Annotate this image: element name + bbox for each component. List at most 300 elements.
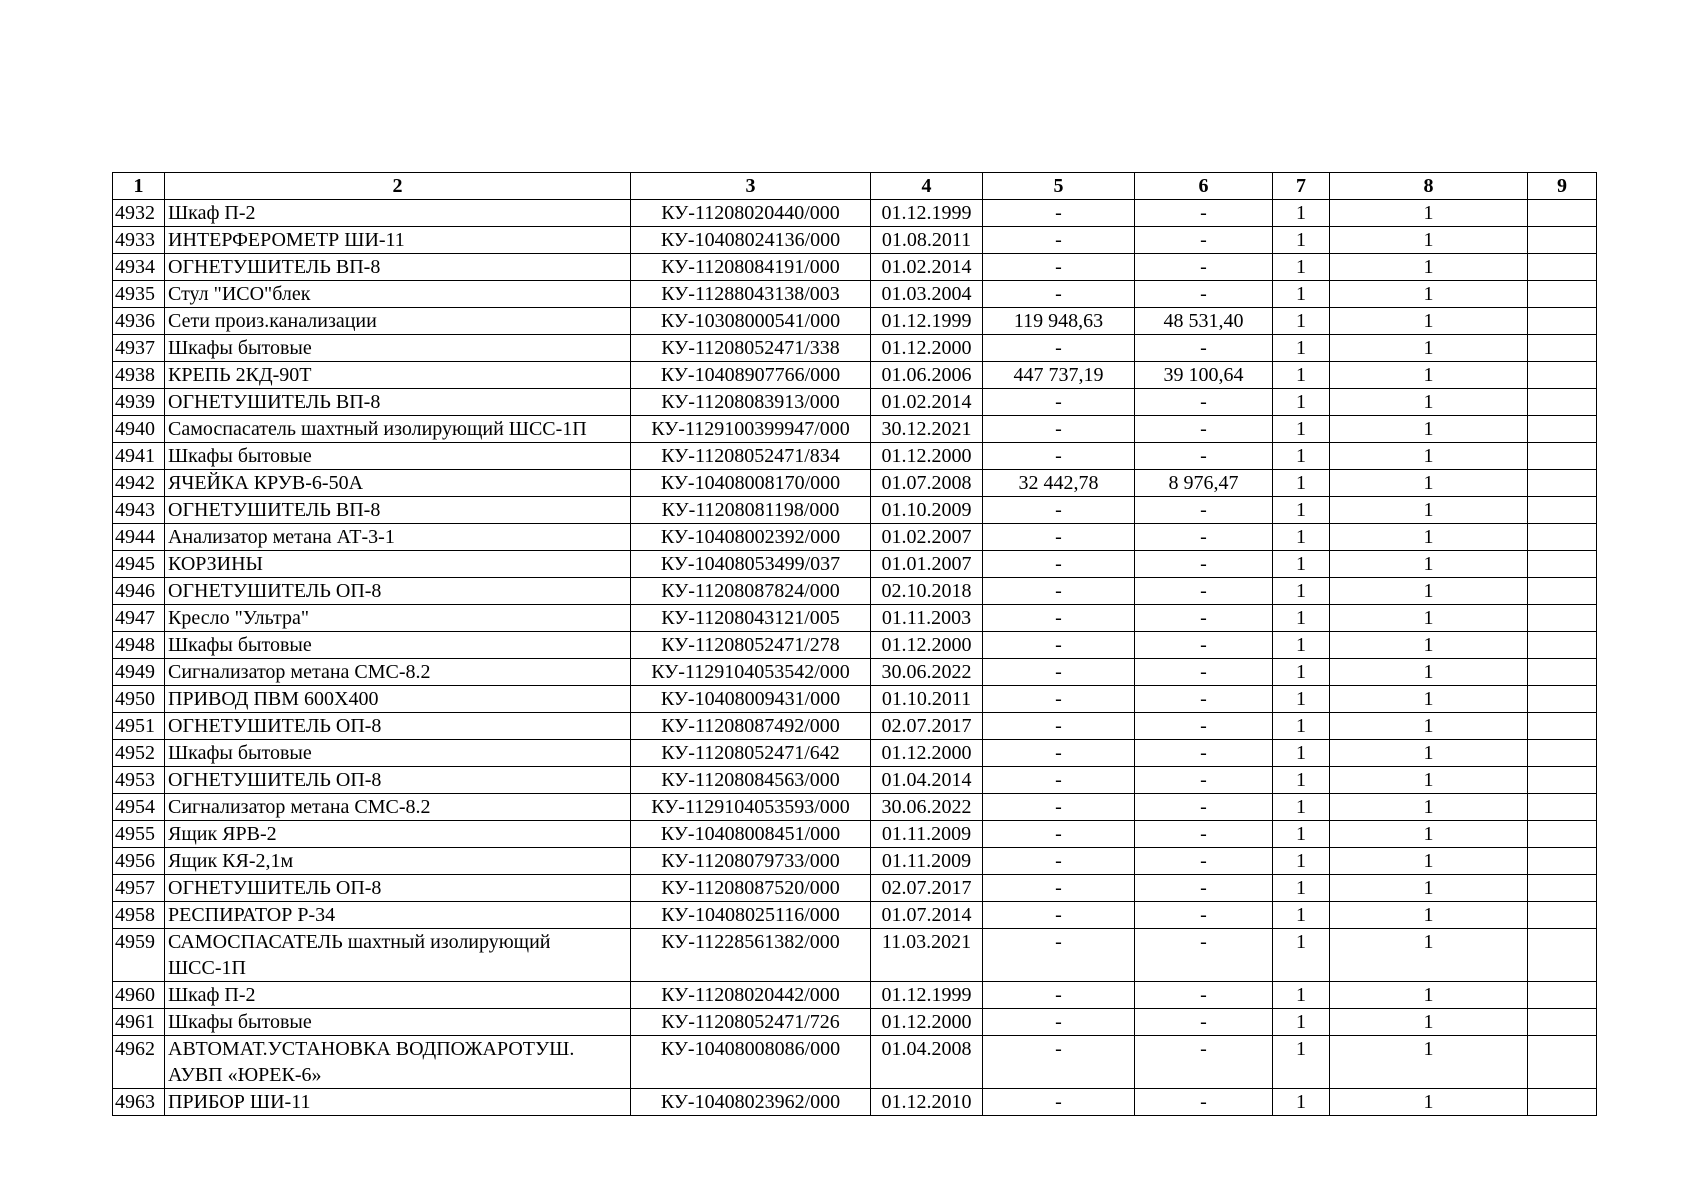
actual-quantity-cell: 1 — [1330, 416, 1528, 443]
inventory-code-cell: КУ-10408008170/000 — [631, 470, 871, 497]
note-cell — [1528, 524, 1597, 551]
header-row — [113, 173, 1597, 200]
item-name-cell: Шкафы бытовые — [165, 335, 631, 362]
inventory-code-cell: КУ-11208079733/000 — [631, 848, 871, 875]
actual-quantity-cell: 1 — [1330, 1089, 1528, 1116]
note-cell — [1528, 1036, 1597, 1089]
row-number-cell: 4939 — [113, 389, 165, 416]
value-cell: - — [983, 1089, 1135, 1116]
quantity-cell: 1 — [1273, 443, 1330, 470]
date-cell: 01.12.1999 — [871, 200, 983, 227]
actual-quantity-cell: 1 — [1330, 740, 1528, 767]
actual-quantity-cell: 1 — [1330, 254, 1528, 281]
inventory-code-cell: КУ-1129104053542/000 — [631, 659, 871, 686]
table-row — [113, 524, 1597, 551]
depreciation-cell: 39 100,64 — [1135, 362, 1273, 389]
column-header: 6 — [1135, 173, 1273, 200]
depreciation-cell: - — [1135, 929, 1273, 982]
date-cell: 01.12.2000 — [871, 1009, 983, 1036]
item-name-cell: ОГНЕТУШИТЕЛЬ ВП-8 — [165, 389, 631, 416]
depreciation-cell: - — [1135, 740, 1273, 767]
item-name-cell: САМОСПАСАТЕЛЬ шахтный изолирующий ШСС-1П — [165, 929, 631, 982]
note-cell — [1528, 227, 1597, 254]
note-cell — [1528, 578, 1597, 605]
date-cell: 01.12.2000 — [871, 632, 983, 659]
quantity-cell: 1 — [1273, 848, 1330, 875]
row-number-cell: 4956 — [113, 848, 165, 875]
note-cell — [1528, 281, 1597, 308]
quantity-cell: 1 — [1273, 929, 1330, 982]
value-cell: - — [983, 254, 1135, 281]
depreciation-cell: - — [1135, 605, 1273, 632]
depreciation-cell: - — [1135, 982, 1273, 1009]
inventory-table — [112, 172, 1597, 1116]
depreciation-cell: - — [1135, 1009, 1273, 1036]
note-cell — [1528, 389, 1597, 416]
note-cell — [1528, 308, 1597, 335]
item-name-cell: ИНТЕРФЕРОМЕТР ШИ-11 — [165, 227, 631, 254]
column-header: 7 — [1273, 173, 1330, 200]
item-name-cell: Ящик КЯ-2,1м — [165, 848, 631, 875]
value-cell: - — [983, 551, 1135, 578]
actual-quantity-cell: 1 — [1330, 227, 1528, 254]
table-row — [113, 821, 1597, 848]
column-header: 3 — [631, 173, 871, 200]
date-cell: 30.06.2022 — [871, 659, 983, 686]
item-name-cell: Сигнализатор метана СМС-8.2 — [165, 659, 631, 686]
row-number-cell: 4962 — [113, 1036, 165, 1089]
actual-quantity-cell: 1 — [1330, 821, 1528, 848]
table-row — [113, 227, 1597, 254]
table-header — [113, 173, 1597, 200]
item-name-cell: Шкаф П-2 — [165, 982, 631, 1009]
date-cell: 01.03.2004 — [871, 281, 983, 308]
table-row — [113, 929, 1597, 982]
quantity-cell: 1 — [1273, 497, 1330, 524]
actual-quantity-cell: 1 — [1330, 335, 1528, 362]
table-row — [113, 254, 1597, 281]
date-cell: 01.12.2000 — [871, 443, 983, 470]
depreciation-cell: - — [1135, 686, 1273, 713]
item-name-cell: Шкафы бытовые — [165, 1009, 631, 1036]
depreciation-cell: - — [1135, 875, 1273, 902]
note-cell — [1528, 848, 1597, 875]
date-cell: 01.11.2003 — [871, 605, 983, 632]
value-cell: - — [983, 416, 1135, 443]
column-header: 1 — [113, 173, 165, 200]
row-number-cell: 4945 — [113, 551, 165, 578]
value-cell: - — [983, 335, 1135, 362]
item-name-cell: КРЕПЬ 2КД-90Т — [165, 362, 631, 389]
table-row — [113, 632, 1597, 659]
quantity-cell: 1 — [1273, 308, 1330, 335]
date-cell: 01.04.2014 — [871, 767, 983, 794]
quantity-cell: 1 — [1273, 875, 1330, 902]
quantity-cell: 1 — [1273, 578, 1330, 605]
value-cell: - — [983, 848, 1135, 875]
quantity-cell: 1 — [1273, 470, 1330, 497]
actual-quantity-cell: 1 — [1330, 605, 1528, 632]
table-row — [113, 767, 1597, 794]
actual-quantity-cell: 1 — [1330, 632, 1528, 659]
table-row — [113, 1009, 1597, 1036]
table-row — [113, 659, 1597, 686]
depreciation-cell: 8 976,47 — [1135, 470, 1273, 497]
inventory-code-cell: КУ-10408008451/000 — [631, 821, 871, 848]
value-cell: - — [983, 794, 1135, 821]
depreciation-cell: - — [1135, 524, 1273, 551]
inventory-code-cell: КУ-11208052471/726 — [631, 1009, 871, 1036]
value-cell: - — [983, 821, 1135, 848]
value-cell: - — [983, 686, 1135, 713]
inventory-code-cell: КУ-11208087520/000 — [631, 875, 871, 902]
row-number-cell: 4940 — [113, 416, 165, 443]
actual-quantity-cell: 1 — [1330, 308, 1528, 335]
item-name-cell: Сигнализатор метана СМС-8.2 — [165, 794, 631, 821]
item-name-cell: ЯЧЕЙКА КРУВ-6-50А — [165, 470, 631, 497]
depreciation-cell: - — [1135, 497, 1273, 524]
item-name-cell: ПРИВОД ПВМ 600Х400 — [165, 686, 631, 713]
actual-quantity-cell: 1 — [1330, 578, 1528, 605]
depreciation-cell: - — [1135, 227, 1273, 254]
table-row — [113, 982, 1597, 1009]
note-cell — [1528, 335, 1597, 362]
actual-quantity-cell: 1 — [1330, 929, 1528, 982]
item-name-cell: Шкаф П-2 — [165, 200, 631, 227]
inventory-code-cell: КУ-10408023962/000 — [631, 1089, 871, 1116]
depreciation-cell: - — [1135, 659, 1273, 686]
inventory-code-cell: КУ-11208043121/005 — [631, 605, 871, 632]
note-cell — [1528, 362, 1597, 389]
quantity-cell: 1 — [1273, 1089, 1330, 1116]
table-row — [113, 875, 1597, 902]
row-number-cell: 4937 — [113, 335, 165, 362]
table-row — [113, 362, 1597, 389]
depreciation-cell: - — [1135, 335, 1273, 362]
row-number-cell: 4942 — [113, 470, 165, 497]
column-header: 5 — [983, 173, 1135, 200]
depreciation-cell: - — [1135, 551, 1273, 578]
note-cell — [1528, 794, 1597, 821]
depreciation-cell: - — [1135, 1089, 1273, 1116]
row-number-cell: 4933 — [113, 227, 165, 254]
note-cell — [1528, 982, 1597, 1009]
table-row — [113, 281, 1597, 308]
quantity-cell: 1 — [1273, 1036, 1330, 1089]
depreciation-cell: - — [1135, 821, 1273, 848]
inventory-code-cell: КУ-10408009431/000 — [631, 686, 871, 713]
inventory-code-cell: КУ-1129100399947/000 — [631, 416, 871, 443]
quantity-cell: 1 — [1273, 767, 1330, 794]
inventory-code-cell: КУ-11208081198/000 — [631, 497, 871, 524]
inventory-code-cell: КУ-10408053499/037 — [631, 551, 871, 578]
item-name-cell: Шкафы бытовые — [165, 740, 631, 767]
table-row — [113, 1089, 1597, 1116]
depreciation-cell: - — [1135, 632, 1273, 659]
row-number-cell: 4944 — [113, 524, 165, 551]
date-cell: 01.12.1999 — [871, 982, 983, 1009]
item-name-cell: Шкафы бытовые — [165, 632, 631, 659]
note-cell — [1528, 902, 1597, 929]
table-row — [113, 443, 1597, 470]
inventory-code-cell: КУ-11208083913/000 — [631, 389, 871, 416]
actual-quantity-cell: 1 — [1330, 389, 1528, 416]
row-number-cell: 4957 — [113, 875, 165, 902]
item-name-cell: АВТОМАТ.УСТАНОВКА ВОДПОЖАРОТУШ. АУВП «ЮРЕК-6» — [165, 1036, 631, 1089]
quantity-cell: 1 — [1273, 389, 1330, 416]
row-number-cell: 4959 — [113, 929, 165, 982]
quantity-cell: 1 — [1273, 605, 1330, 632]
row-number-cell: 4963 — [113, 1089, 165, 1116]
actual-quantity-cell: 1 — [1330, 875, 1528, 902]
quantity-cell: 1 — [1273, 740, 1330, 767]
quantity-cell: 1 — [1273, 982, 1330, 1009]
item-name-cell: Анализатор метана АТ-3-1 — [165, 524, 631, 551]
note-cell — [1528, 686, 1597, 713]
item-name-cell: Стул "ИСО"блек — [165, 281, 631, 308]
note-cell — [1528, 551, 1597, 578]
row-number-cell: 4946 — [113, 578, 165, 605]
actual-quantity-cell: 1 — [1330, 200, 1528, 227]
item-name-cell: ОГНЕТУШИТЕЛЬ ВП-8 — [165, 497, 631, 524]
quantity-cell: 1 — [1273, 227, 1330, 254]
quantity-cell: 1 — [1273, 254, 1330, 281]
depreciation-cell: - — [1135, 767, 1273, 794]
row-number-cell: 4952 — [113, 740, 165, 767]
date-cell: 01.11.2009 — [871, 821, 983, 848]
date-cell: 01.02.2007 — [871, 524, 983, 551]
date-cell: 01.02.2014 — [871, 389, 983, 416]
date-cell: 01.07.2014 — [871, 902, 983, 929]
actual-quantity-cell: 1 — [1330, 794, 1528, 821]
value-cell: - — [983, 982, 1135, 1009]
note-cell — [1528, 713, 1597, 740]
item-name-cell: ОГНЕТУШИТЕЛЬ ОП-8 — [165, 767, 631, 794]
table-row — [113, 497, 1597, 524]
note-cell — [1528, 470, 1597, 497]
row-number-cell: 4938 — [113, 362, 165, 389]
date-cell: 30.12.2021 — [871, 416, 983, 443]
inventory-code-cell: КУ-11208087824/000 — [631, 578, 871, 605]
inventory-code-cell: КУ-10408002392/000 — [631, 524, 871, 551]
note-cell — [1528, 659, 1597, 686]
value-cell: - — [983, 1009, 1135, 1036]
inventory-code-cell: КУ-10408907766/000 — [631, 362, 871, 389]
row-number-cell: 4935 — [113, 281, 165, 308]
quantity-cell: 1 — [1273, 821, 1330, 848]
note-cell — [1528, 497, 1597, 524]
item-name-cell: Сети произ.канализации — [165, 308, 631, 335]
quantity-cell: 1 — [1273, 362, 1330, 389]
table-row — [113, 308, 1597, 335]
row-number-cell: 4961 — [113, 1009, 165, 1036]
date-cell: 01.04.2008 — [871, 1036, 983, 1089]
row-number-cell: 4943 — [113, 497, 165, 524]
date-cell: 01.08.2011 — [871, 227, 983, 254]
note-cell — [1528, 632, 1597, 659]
item-name-cell: Ящик ЯРВ-2 — [165, 821, 631, 848]
inventory-code-cell: КУ-11208020440/000 — [631, 200, 871, 227]
item-name-cell: КОРЗИНЫ — [165, 551, 631, 578]
quantity-cell: 1 — [1273, 1009, 1330, 1036]
value-cell: - — [983, 632, 1135, 659]
depreciation-cell: - — [1135, 281, 1273, 308]
row-number-cell: 4955 — [113, 821, 165, 848]
quantity-cell: 1 — [1273, 713, 1330, 740]
actual-quantity-cell: 1 — [1330, 281, 1528, 308]
item-name-cell: ОГНЕТУШИТЕЛЬ ОП-8 — [165, 713, 631, 740]
depreciation-cell: 48 531,40 — [1135, 308, 1273, 335]
note-cell — [1528, 767, 1597, 794]
depreciation-cell: - — [1135, 713, 1273, 740]
row-number-cell: 4951 — [113, 713, 165, 740]
quantity-cell: 1 — [1273, 659, 1330, 686]
value-cell: - — [983, 713, 1135, 740]
note-cell — [1528, 443, 1597, 470]
note-cell — [1528, 929, 1597, 982]
value-cell: 447 737,19 — [983, 362, 1135, 389]
item-name-cell: РЕСПИРАТОР Р-34 — [165, 902, 631, 929]
row-number-cell: 4941 — [113, 443, 165, 470]
column-header: 4 — [871, 173, 983, 200]
quantity-cell: 1 — [1273, 335, 1330, 362]
inventory-code-cell: КУ-10408025116/000 — [631, 902, 871, 929]
column-header: 8 — [1330, 173, 1528, 200]
value-cell: - — [983, 497, 1135, 524]
quantity-cell: 1 — [1273, 632, 1330, 659]
date-cell: 01.12.2010 — [871, 1089, 983, 1116]
quantity-cell: 1 — [1273, 551, 1330, 578]
date-cell: 30.06.2022 — [871, 794, 983, 821]
item-name-cell: Шкафы бытовые — [165, 443, 631, 470]
inventory-code-cell: КУ-10308000541/000 — [631, 308, 871, 335]
inventory-code-cell: КУ-11208087492/000 — [631, 713, 871, 740]
note-cell — [1528, 254, 1597, 281]
value-cell: - — [983, 740, 1135, 767]
inventory-code-cell: КУ-11288043138/003 — [631, 281, 871, 308]
row-number-cell: 4947 — [113, 605, 165, 632]
date-cell: 01.10.2009 — [871, 497, 983, 524]
row-number-cell: 4948 — [113, 632, 165, 659]
date-cell: 01.07.2008 — [871, 470, 983, 497]
quantity-cell: 1 — [1273, 686, 1330, 713]
column-header: 2 — [165, 173, 631, 200]
table-row — [113, 578, 1597, 605]
value-cell: - — [983, 767, 1135, 794]
inventory-code-cell: КУ-11208052471/642 — [631, 740, 871, 767]
depreciation-cell: - — [1135, 443, 1273, 470]
item-name-cell: Самоспасатель шахтный изолирующий ШСС-1П — [165, 416, 631, 443]
actual-quantity-cell: 1 — [1330, 1036, 1528, 1089]
date-cell: 01.01.2007 — [871, 551, 983, 578]
row-number-cell: 4954 — [113, 794, 165, 821]
note-cell — [1528, 1089, 1597, 1116]
date-cell: 01.02.2014 — [871, 254, 983, 281]
table-row — [113, 902, 1597, 929]
note-cell — [1528, 200, 1597, 227]
table-row — [113, 686, 1597, 713]
table-row — [113, 1036, 1597, 1089]
depreciation-cell: - — [1135, 794, 1273, 821]
table-row — [113, 389, 1597, 416]
note-cell — [1528, 1009, 1597, 1036]
quantity-cell: 1 — [1273, 416, 1330, 443]
row-number-cell: 4932 — [113, 200, 165, 227]
table-row — [113, 200, 1597, 227]
actual-quantity-cell: 1 — [1330, 362, 1528, 389]
column-header: 9 — [1528, 173, 1597, 200]
quantity-cell: 1 — [1273, 281, 1330, 308]
actual-quantity-cell: 1 — [1330, 551, 1528, 578]
actual-quantity-cell: 1 — [1330, 470, 1528, 497]
row-number-cell: 4936 — [113, 308, 165, 335]
depreciation-cell: - — [1135, 902, 1273, 929]
date-cell: 01.12.2000 — [871, 740, 983, 767]
row-number-cell: 4958 — [113, 902, 165, 929]
row-number-cell: 4950 — [113, 686, 165, 713]
depreciation-cell: - — [1135, 254, 1273, 281]
date-cell: 02.07.2017 — [871, 875, 983, 902]
actual-quantity-cell: 1 — [1330, 1009, 1528, 1036]
value-cell: - — [983, 659, 1135, 686]
table-row — [113, 335, 1597, 362]
date-cell: 01.06.2006 — [871, 362, 983, 389]
date-cell: 11.03.2021 — [871, 929, 983, 982]
table-row — [113, 713, 1597, 740]
date-cell: 02.10.2018 — [871, 578, 983, 605]
actual-quantity-cell: 1 — [1330, 443, 1528, 470]
date-cell: 01.12.2000 — [871, 335, 983, 362]
depreciation-cell: - — [1135, 1036, 1273, 1089]
actual-quantity-cell: 1 — [1330, 497, 1528, 524]
item-name-cell: ПРИБОР ШИ-11 — [165, 1089, 631, 1116]
inventory-code-cell: КУ-11208052471/834 — [631, 443, 871, 470]
item-name-cell: ОГНЕТУШИТЕЛЬ ОП-8 — [165, 875, 631, 902]
table-row — [113, 848, 1597, 875]
table-row — [113, 740, 1597, 767]
table-row — [113, 551, 1597, 578]
table-row — [113, 605, 1597, 632]
value-cell: - — [983, 389, 1135, 416]
note-cell — [1528, 740, 1597, 767]
actual-quantity-cell: 1 — [1330, 902, 1528, 929]
depreciation-cell: - — [1135, 200, 1273, 227]
item-name-cell: ОГНЕТУШИТЕЛЬ ОП-8 — [165, 578, 631, 605]
row-number-cell: 4953 — [113, 767, 165, 794]
value-cell: - — [983, 524, 1135, 551]
depreciation-cell: - — [1135, 389, 1273, 416]
item-name-cell: Кресло "Ультра" — [165, 605, 631, 632]
date-cell: 01.10.2011 — [871, 686, 983, 713]
note-cell — [1528, 821, 1597, 848]
note-cell — [1528, 416, 1597, 443]
actual-quantity-cell: 1 — [1330, 848, 1528, 875]
quantity-cell: 1 — [1273, 794, 1330, 821]
inventory-code-cell: КУ-1129104053593/000 — [631, 794, 871, 821]
quantity-cell: 1 — [1273, 524, 1330, 551]
value-cell: 32 442,78 — [983, 470, 1135, 497]
depreciation-cell: - — [1135, 848, 1273, 875]
inventory-code-cell: КУ-10408008086/000 — [631, 1036, 871, 1089]
value-cell: - — [983, 227, 1135, 254]
inventory-code-cell: КУ-11208084563/000 — [631, 767, 871, 794]
table-row — [113, 416, 1597, 443]
date-cell: 02.07.2017 — [871, 713, 983, 740]
value-cell: - — [983, 200, 1135, 227]
item-name-cell: ОГНЕТУШИТЕЛЬ ВП-8 — [165, 254, 631, 281]
actual-quantity-cell: 1 — [1330, 659, 1528, 686]
depreciation-cell: - — [1135, 416, 1273, 443]
